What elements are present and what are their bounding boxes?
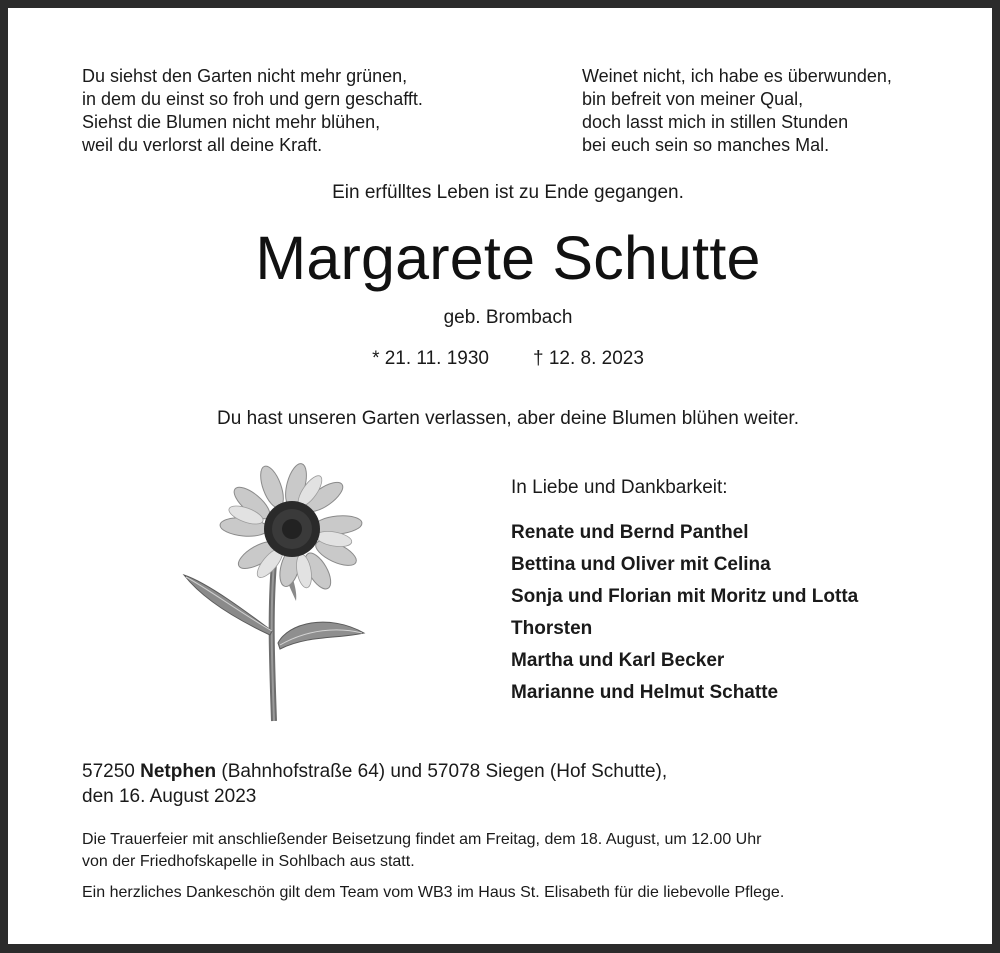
town-name: Netphen xyxy=(140,761,217,782)
poem-left-line: Siehst die Blumen nicht mehr blühen, xyxy=(82,112,381,132)
mourner-name: Martha und Karl Becker xyxy=(511,650,725,671)
poem-right-line: doch lasst mich in stillen Stunden xyxy=(582,112,849,132)
poem-right xyxy=(582,65,892,157)
poem-left-line: Du siehst den Garten nicht mehr grünen, xyxy=(82,66,408,86)
memorial-quote: Du hast unseren Garten verlassen, aber deine Blumen blühen weiter. xyxy=(217,408,799,429)
mourner-name: Sonja und Florian mit Moritz und Lotta xyxy=(511,586,859,607)
mourner-name: Bettina und Oliver mit Celina xyxy=(511,554,771,575)
sunflower-image xyxy=(178,463,378,723)
funeral-notice xyxy=(82,829,761,873)
mourner-list xyxy=(511,517,858,709)
place-and-date xyxy=(82,759,667,809)
zip-code: 57250 xyxy=(82,761,135,782)
poem-left-line: weil du verlorst all deine Kraft. xyxy=(82,135,323,155)
notice-line: von der Friedhofskapelle in Sohlbach aus statt. xyxy=(82,853,415,870)
poem-left xyxy=(82,65,423,157)
birth-date: * 21. 11. 1930 xyxy=(372,348,489,369)
mourner-name: Thorsten xyxy=(511,618,593,639)
address-rest: (Bahnhofstraße 64) und 57078 Siegen (Hof Schutte), xyxy=(221,761,668,782)
poem-left-line: in dem du einst so froh und gern geschafft. xyxy=(82,89,423,109)
deceased-name: Margarete Schutte xyxy=(255,224,761,292)
life-dates xyxy=(8,348,1000,370)
poem-right-line: bei euch sein so manches Mal. xyxy=(582,135,830,155)
address-line xyxy=(82,759,667,784)
poem-right-line: Weinet nicht, ich habe es überwunden, xyxy=(582,66,892,86)
maiden-name: geb. Brombach xyxy=(443,307,573,328)
notice-line: Die Trauerfeier mit anschließender Beisetzung findet am Freitag, dem 18. August, um 12.00 Uhr xyxy=(82,831,762,848)
thank-you-note: Ein herzliches Dankeschön gilt dem Team vom WB3 im Haus St. Elisabeth für die liebevolle Pflege. xyxy=(82,884,785,901)
mourner-name: Marianne und Helmut Schatte xyxy=(511,682,779,703)
death-date: † 12. 8. 2023 xyxy=(532,348,644,369)
thanks-label: In Liebe und Dankbarkeit: xyxy=(511,477,728,498)
notice-date: den 16. August 2023 xyxy=(82,786,257,807)
intro-text: Ein erfülltes Leben ist zu Ende gegangen. xyxy=(332,182,684,203)
poem-right-line: bin befreit von meiner Qual, xyxy=(582,89,804,109)
mourner-name: Renate und Bernd Panthel xyxy=(511,522,749,543)
